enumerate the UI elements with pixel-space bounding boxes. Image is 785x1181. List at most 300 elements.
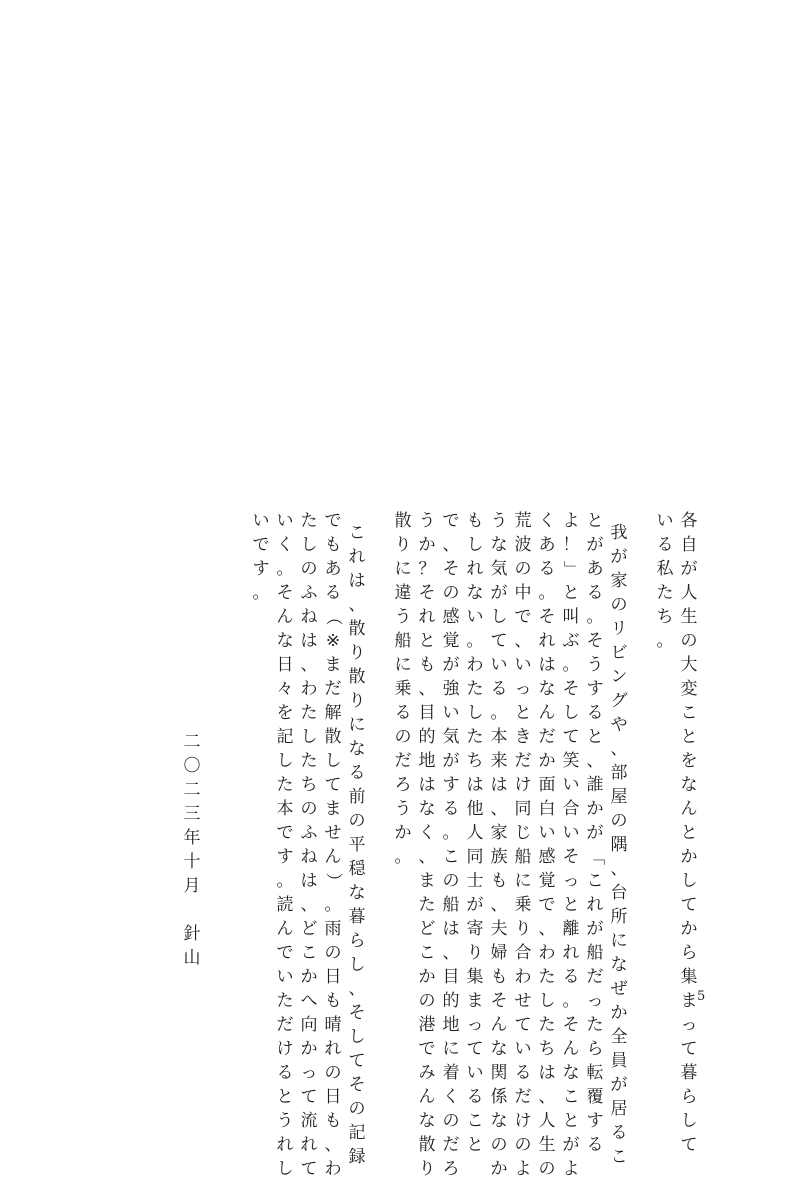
glyph: と: [562, 583, 580, 603]
glyph: る: [490, 679, 508, 699]
glyph: 針: [183, 924, 201, 944]
glyph: い: [538, 823, 556, 843]
glyph: り: [466, 943, 484, 963]
glyph: 本: [490, 727, 508, 747]
glyph: り: [348, 643, 366, 663]
glyph: の: [442, 583, 460, 603]
glyph: し: [276, 1159, 294, 1179]
glyph: 山: [183, 948, 201, 968]
glyph: ろ: [442, 1159, 460, 1179]
glyph: そ: [442, 559, 460, 579]
glyph: て: [680, 895, 698, 915]
glyph: グ: [610, 691, 628, 711]
glyph: し: [490, 607, 508, 627]
glyph: ま: [466, 991, 484, 1011]
glyph: た: [300, 703, 318, 723]
glyph: は: [418, 775, 436, 795]
glyph: で: [514, 607, 532, 627]
text-column-3: [607, 521, 631, 1169]
glyph: か: [300, 1039, 318, 1059]
glyph: し: [538, 991, 556, 1011]
glyph: よ: [514, 1159, 532, 1179]
glyph: い: [656, 511, 674, 531]
glyph: 笑: [562, 751, 580, 771]
glyph: く: [442, 1087, 460, 1107]
glyph: か: [586, 799, 604, 819]
glyph: こ: [418, 943, 436, 963]
glyph: て: [680, 1039, 698, 1059]
glyph: っ: [562, 871, 580, 891]
glyph: 強: [442, 679, 460, 699]
glyph: ぜ: [610, 979, 628, 999]
glyph: も: [490, 871, 508, 891]
glyph: ち: [300, 775, 318, 795]
glyph: り: [418, 1159, 436, 1179]
glyph: そ: [562, 679, 580, 699]
glyph: 乗: [514, 895, 532, 915]
glyph: 屋: [610, 787, 628, 807]
glyph: 。: [394, 847, 412, 867]
glyph: 合: [562, 799, 580, 819]
glyph: ん: [680, 799, 698, 819]
glyph: て: [514, 1015, 532, 1035]
glyph: 暮: [348, 907, 366, 927]
glyph: 流: [300, 1111, 318, 1131]
glyph: は: [466, 775, 484, 795]
glyph: 面: [538, 775, 556, 795]
glyph: 。: [324, 895, 342, 915]
glyph: れ: [324, 1039, 342, 1059]
glyph: な: [538, 679, 556, 699]
glyph: 、: [300, 895, 318, 915]
glyph: 散: [348, 619, 366, 639]
glyph: っ: [300, 1063, 318, 1083]
glyph: 、: [490, 799, 508, 819]
glyph: 、: [324, 1135, 342, 1155]
glyph: っ: [466, 1015, 484, 1035]
glyph: 台: [610, 883, 628, 903]
glyph: っ: [586, 991, 604, 1011]
text-column-6: [535, 509, 559, 1181]
glyph: 散: [394, 511, 412, 531]
glyph: 三: [183, 804, 201, 824]
glyph: と: [586, 511, 604, 531]
glyph: う: [490, 511, 508, 531]
glyph: ま: [324, 655, 342, 675]
glyph: だ: [324, 679, 342, 699]
glyph: 覚: [442, 631, 460, 651]
text-column-9: [463, 509, 487, 1157]
glyph: の: [442, 1111, 460, 1131]
glyph: と: [680, 823, 698, 843]
glyph: な: [490, 1039, 508, 1059]
glyph: に: [394, 655, 412, 675]
glyph: と: [418, 631, 436, 651]
glyph: れ: [418, 607, 436, 627]
glyph: 「: [585, 848, 605, 866]
glyph: の: [348, 811, 366, 831]
glyph: 着: [442, 1063, 460, 1083]
glyph: て: [348, 1051, 366, 1071]
glyph: 」: [561, 560, 581, 578]
glyph: り: [348, 691, 366, 711]
glyph: は: [538, 1063, 556, 1083]
glyph: 気: [442, 727, 460, 747]
glyph: て: [300, 1159, 318, 1179]
glyph: で: [252, 535, 270, 555]
glyph: を: [680, 751, 698, 771]
glyph: 向: [300, 1015, 318, 1035]
glyph: か: [418, 535, 436, 555]
glyph: 族: [490, 847, 508, 867]
glyph: 覆: [586, 1087, 604, 1107]
glyph: し: [300, 727, 318, 747]
glyph: だ: [586, 967, 604, 987]
glyph: も: [418, 655, 436, 675]
glyph: こ: [586, 871, 604, 891]
glyph: も: [324, 991, 342, 1011]
glyph: 散: [348, 667, 366, 687]
glyph: は: [538, 655, 556, 675]
glyph: る: [656, 535, 674, 555]
glyph: た: [276, 775, 294, 795]
glyph: に: [442, 1039, 460, 1059]
glyph: 十: [183, 852, 201, 872]
glyph: う: [418, 511, 436, 531]
glyph: ん: [538, 703, 556, 723]
glyph: ン: [610, 667, 628, 687]
glyph: 的: [418, 727, 436, 747]
glyph: か: [610, 1003, 628, 1023]
glyph: が: [442, 751, 460, 771]
glyph: い: [562, 775, 580, 795]
glyph: の: [442, 871, 460, 891]
glyph: 全: [610, 1027, 628, 1047]
glyph: の: [324, 943, 342, 963]
text-column-13: [345, 521, 369, 1169]
glyph: し: [562, 703, 580, 723]
glyph: こ: [610, 1147, 628, 1167]
glyph: な: [348, 739, 366, 759]
glyph: 居: [610, 1099, 628, 1119]
glyph: ん: [276, 919, 294, 939]
glyph: い: [466, 1063, 484, 1083]
glyph: そ: [562, 1015, 580, 1035]
glyph: 。: [562, 655, 580, 675]
glyph: じ: [514, 823, 532, 843]
glyph: こ: [348, 523, 366, 543]
glyph: と: [466, 1135, 484, 1155]
glyph: 。: [656, 631, 674, 651]
glyph: 寄: [466, 919, 484, 939]
glyph: 日: [276, 655, 294, 675]
text-column-11: [415, 509, 439, 1181]
glyph: て: [466, 1039, 484, 1059]
glyph: 読: [276, 895, 294, 915]
glyph: ろ: [394, 775, 412, 795]
text-column-12: [391, 509, 415, 869]
glyph: な: [418, 1111, 436, 1131]
glyph: 〇: [183, 756, 201, 776]
glyph: 、: [610, 739, 628, 759]
glyph: す: [276, 847, 294, 867]
glyph: 本: [276, 799, 294, 819]
glyph: る: [514, 1063, 532, 1083]
glyph: け: [276, 1039, 294, 1059]
glyph: 、: [610, 859, 628, 879]
date-signature-column: [180, 730, 204, 970]
glyph: リ: [610, 619, 628, 639]
glyph: し: [276, 751, 294, 771]
text-column-4: [583, 509, 607, 1157]
glyph: 波: [514, 535, 532, 555]
glyph: 家: [610, 571, 628, 591]
glyph: た: [466, 679, 484, 699]
glyph: 感: [538, 847, 556, 867]
glyph: 的: [442, 991, 460, 1011]
glyph: 船: [442, 895, 460, 915]
glyph: い: [442, 703, 460, 723]
glyph: 、: [538, 919, 556, 939]
glyph: た: [538, 967, 556, 987]
glyph: 各: [680, 511, 698, 531]
glyph: 人: [466, 823, 484, 843]
glyph: と: [562, 895, 580, 915]
glyph: い: [276, 511, 294, 531]
glyph: 家: [490, 823, 508, 843]
glyph: [180, 898, 204, 922]
glyph: 年: [183, 828, 201, 848]
glyph: 散: [418, 1135, 436, 1155]
glyph: 員: [610, 1051, 628, 1071]
glyph: 地: [418, 751, 436, 771]
glyph: は: [490, 775, 508, 795]
glyph: の: [610, 811, 628, 831]
glyph: し: [466, 535, 484, 555]
glyph: ん: [324, 847, 342, 867]
text-column-14: [321, 509, 345, 1181]
glyph: な: [562, 1063, 580, 1083]
glyph: る: [276, 1063, 294, 1083]
glyph: 感: [442, 607, 460, 627]
glyph: だ: [538, 727, 556, 747]
glyph: わ: [538, 943, 556, 963]
glyph: い: [252, 511, 270, 531]
glyph: が: [466, 895, 484, 915]
glyph: 、: [514, 631, 532, 651]
glyph: 叫: [562, 607, 580, 627]
glyph: そ: [586, 631, 604, 651]
glyph: た: [418, 895, 436, 915]
glyph: 。: [276, 871, 294, 891]
glyph: の: [348, 1099, 366, 1119]
glyph: る: [586, 1135, 604, 1155]
glyph: ん: [490, 1015, 508, 1035]
glyph: ら: [680, 943, 698, 963]
glyph: く: [418, 823, 436, 843]
glyph: そ: [348, 1075, 366, 1095]
glyph: も: [324, 535, 342, 555]
glyph: く: [276, 535, 294, 555]
glyph: よ: [562, 511, 580, 531]
glyph: ビ: [610, 643, 628, 663]
glyph: 隅: [610, 835, 628, 855]
glyph: う: [276, 1111, 294, 1131]
glyph: る: [586, 583, 604, 603]
glyph: が: [610, 547, 628, 567]
glyph: 暮: [680, 1063, 698, 1083]
glyph: に: [348, 715, 366, 735]
glyph: る: [586, 703, 604, 723]
glyph: こ: [562, 1087, 580, 1107]
glyph: こ: [442, 847, 460, 867]
glyph: に: [394, 559, 412, 579]
glyph: 記: [348, 1123, 366, 1143]
glyph: 。: [538, 583, 556, 603]
glyph: 合: [514, 943, 532, 963]
glyph: 。: [586, 607, 604, 627]
glyph: れ: [586, 895, 604, 915]
glyph: 我: [610, 523, 628, 543]
glyph: う: [586, 655, 604, 675]
glyph: ち: [538, 1039, 556, 1059]
text-column-1: [677, 509, 701, 1157]
glyph: と: [562, 1111, 580, 1131]
glyph: の: [324, 1063, 342, 1083]
glyph: た: [300, 751, 318, 771]
glyph: 変: [680, 679, 698, 699]
glyph: に: [514, 871, 532, 891]
glyph: だ: [514, 1087, 532, 1107]
glyph: 、: [490, 895, 508, 915]
glyph: で: [324, 511, 342, 531]
glyph: す: [442, 775, 460, 795]
glyph: 。: [252, 583, 270, 603]
glyph: だ: [276, 1015, 294, 1035]
glyph: ち: [656, 607, 674, 627]
glyph: が: [610, 1075, 628, 1095]
glyph: 穏: [348, 859, 366, 879]
glyph: 来: [490, 751, 508, 771]
glyph: 船: [514, 847, 532, 867]
glyph: ね: [300, 607, 318, 627]
glyph: 乗: [394, 679, 412, 699]
glyph: こ: [466, 1111, 484, 1131]
glyph: が: [562, 1135, 580, 1155]
glyph: ※: [325, 631, 341, 651]
glyph: か: [418, 967, 436, 987]
glyph: が: [586, 535, 604, 555]
glyph: の: [538, 1159, 556, 1179]
glyph: た: [656, 583, 674, 603]
glyph: す: [252, 559, 270, 579]
glyph: っ: [680, 1015, 698, 1035]
glyph: て: [490, 631, 508, 651]
glyph: 同: [514, 799, 532, 819]
glyph: れ: [300, 1135, 318, 1155]
glyph: 覚: [538, 871, 556, 891]
glyph: を: [276, 703, 294, 723]
glyph: 誰: [586, 775, 604, 795]
glyph: る: [394, 703, 412, 723]
glyph: で: [538, 895, 556, 915]
glyph: は: [442, 919, 460, 939]
glyph: ま: [418, 871, 436, 891]
glyph: は: [300, 871, 318, 891]
glyph: る: [324, 583, 342, 603]
glyph: ！: [562, 535, 580, 555]
glyph: ま: [324, 799, 342, 819]
glyph: の: [490, 1135, 508, 1155]
glyph: そ: [538, 607, 556, 627]
glyph: 日: [324, 967, 342, 987]
glyph: 、: [418, 847, 436, 867]
glyph: 所: [610, 907, 628, 927]
glyph: 人: [680, 583, 698, 603]
glyph: 二: [183, 732, 201, 752]
glyph: の: [418, 991, 436, 1011]
glyph: と: [586, 727, 604, 747]
glyph: そ: [276, 583, 294, 603]
glyph: わ: [514, 967, 532, 987]
glyph: れ: [466, 559, 484, 579]
glyph: あ: [538, 535, 556, 555]
glyph: い: [466, 607, 484, 627]
glyph: な: [610, 955, 628, 975]
glyph: わ: [466, 655, 484, 675]
glyph: の: [610, 595, 628, 615]
glyph: る: [610, 1123, 628, 1143]
glyph: ん: [562, 1039, 580, 1059]
glyph: こ: [680, 703, 698, 723]
glyph: の: [300, 559, 318, 579]
glyph: 自: [680, 535, 698, 555]
glyph: ）: [323, 872, 343, 890]
glyph: せ: [324, 823, 342, 843]
glyph: 地: [442, 1015, 460, 1035]
glyph: 人: [538, 1111, 556, 1131]
glyph: い: [276, 967, 294, 987]
glyph: し: [348, 1027, 366, 1047]
glyph: 大: [680, 655, 698, 675]
glyph: い: [514, 1039, 532, 1059]
glyph: も: [490, 967, 508, 987]
glyph: き: [514, 727, 532, 747]
glyph: な: [490, 535, 508, 555]
glyph: な: [490, 1111, 508, 1131]
glyph: か: [300, 967, 318, 987]
glyph: ど: [300, 919, 318, 939]
glyph: の: [514, 1135, 532, 1155]
glyph: ん: [418, 1087, 436, 1107]
glyph: 気: [490, 559, 508, 579]
glyph: 雨: [324, 919, 342, 939]
glyph: ら: [680, 1087, 698, 1107]
glyph: で: [442, 511, 460, 531]
glyph: ？: [418, 559, 436, 579]
glyph: せ: [514, 991, 532, 1011]
glyph: ま: [680, 991, 698, 1011]
glyph: た: [466, 727, 484, 747]
glyph: な: [680, 775, 698, 795]
glyph: が: [490, 583, 508, 603]
glyph: 、: [586, 751, 604, 771]
glyph: だ: [394, 751, 412, 771]
glyph: れ: [538, 631, 556, 651]
glyph: て: [680, 1135, 698, 1155]
glyph: す: [586, 1111, 604, 1131]
glyph: し: [348, 955, 366, 975]
